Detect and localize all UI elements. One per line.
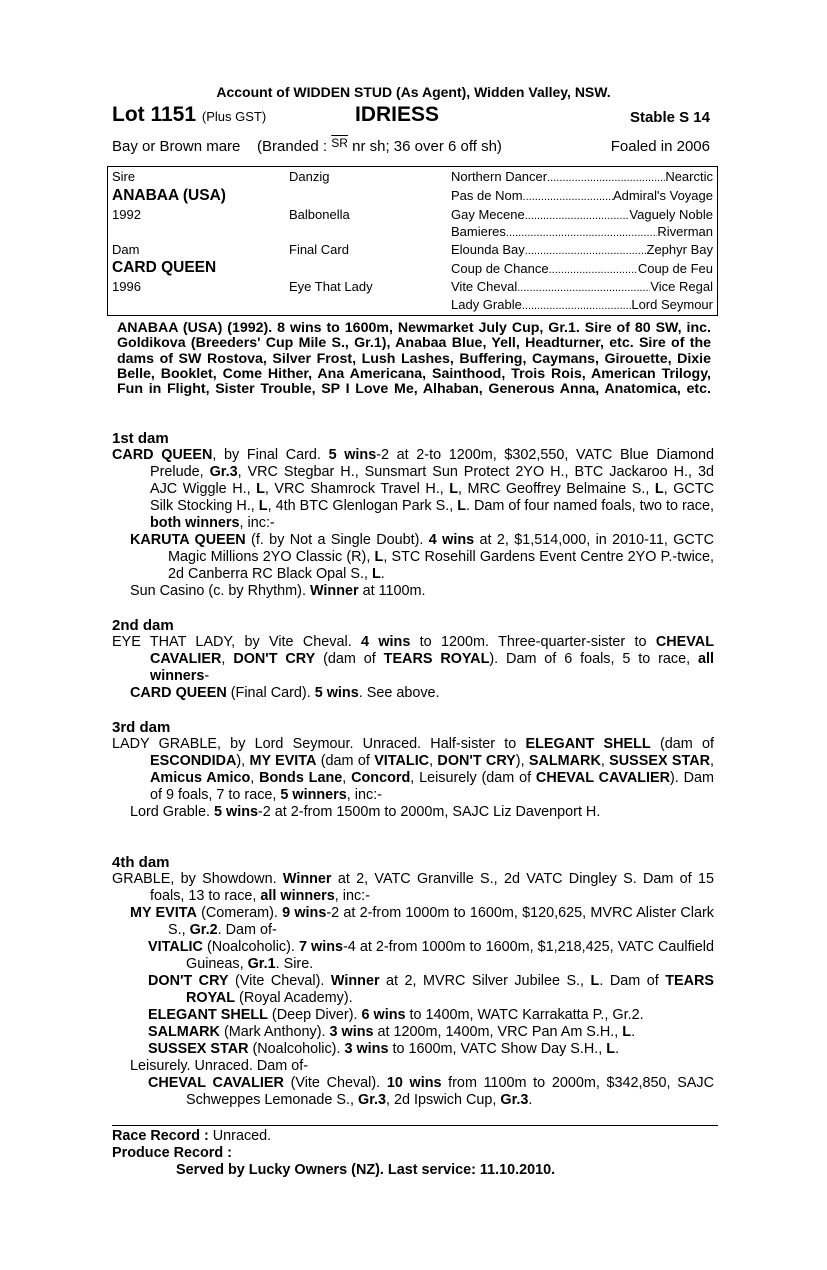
text: (Comeram). — [196, 905, 283, 921]
horse-name-bold: VITALIC — [148, 939, 203, 955]
wins: 4 wins — [361, 634, 411, 650]
horse-name-bold: MY EVITA — [130, 905, 197, 921]
grade: Gr.3 — [209, 464, 238, 480]
text: to 1200m. Three-quarter-sister to — [410, 634, 656, 650]
ancestor-right: Coup de Feu — [637, 261, 713, 276]
horse-name-bold: KARUTA QUEEN — [130, 532, 246, 548]
dam-sire: Final Card — [289, 242, 349, 257]
fourth-dam-section — [112, 854, 714, 1109]
grade: Gr.2 — [189, 922, 218, 938]
text: ). Dam of 6 foals, 5 to race, — [489, 651, 698, 667]
text: , — [600, 753, 610, 769]
horse-name-bold: Bonds Lane — [259, 770, 343, 786]
wins: 3 wins — [329, 1024, 374, 1040]
text: , 2d Ipswich Cup, — [386, 1092, 501, 1108]
progeny-entry — [112, 804, 714, 821]
horse-name-bold: Amicus Amico — [150, 770, 251, 786]
horse-name-bold: TEARS ROYAL — [186, 973, 714, 1006]
horse-name-bold: SALMARK — [528, 753, 601, 769]
horse-name-bold: CARD QUEEN — [130, 685, 227, 701]
ancestor-row — [451, 188, 713, 203]
listed: L — [374, 549, 384, 565]
ancestor-right: Zephyr Bay — [646, 242, 713, 257]
ancestor-left: Lady Grable — [451, 297, 522, 312]
horse-name-bold: CHEVAL CAVALIER — [150, 634, 714, 667]
ancestor-row — [451, 207, 713, 222]
progeny-entry — [112, 1007, 714, 1024]
text: ), — [236, 753, 250, 769]
text: , — [221, 651, 234, 667]
winners: both winners — [150, 515, 240, 531]
sire-dam: Balbonella — [289, 207, 350, 222]
third-dam-section — [112, 719, 714, 821]
wins: Winner — [309, 583, 359, 599]
listed: L — [654, 481, 664, 497]
dam-dam: Eye That Lady — [289, 279, 373, 294]
text: , inc:- — [346, 787, 382, 803]
lot-number — [112, 103, 266, 127]
text: (Noalcoholic). — [202, 939, 299, 955]
horse-name-bold: VITALIC — [374, 753, 430, 769]
sire-notes: ANABAA (USA) (1992). 8 wins to 1600m, Newmarket July Cup, Gr.1. Sire of 80 SW, inc. Goldikova (Breeders' Cup Mile S., Gr.1), Anabaa Blue, Yell, Headturner, etc. Sire of the dams of SW Rostova, Silver Frost, Lush Lashes, Buffering, Caymans, Girouette, Dixie Belle, Booklet, Come Hither, Ana Americana, Sainthood, Trois Rois, American Trilogy, Fun in Flight, Sister Trouble, SP I Love Me, Alhaban, Generous Anna, Anatomica, etc. — [117, 320, 711, 398]
stable: Stable S 14 — [629, 109, 710, 126]
second-dam-section — [112, 617, 714, 702]
text: at 2, VATC Granville S., 2d VATC Dingley S. Dam of 15 foals, 13 to race, — [150, 871, 714, 904]
text: . — [528, 1092, 533, 1108]
plus-gst: (Plus GST) — [201, 109, 267, 124]
text: , GCTC Silk Stocking H., — [150, 481, 715, 514]
text: -4 at 2-from 1000m to 1600m, $1,218,425, VATC Caulfield Guineas, — [186, 939, 714, 972]
ancestor-row — [451, 169, 713, 184]
dam-name: CARD QUEEN — [112, 259, 217, 276]
horse-name-bold: Concord — [351, 770, 411, 786]
first-dam-section — [112, 430, 714, 600]
pedigree-table — [107, 166, 718, 316]
text: at 1200m, 1400m, VRC Pan Am S.H., — [373, 1024, 623, 1040]
section-heading: 2nd dam — [112, 617, 174, 634]
horse-name-bold: CHEVAL CAVALIER — [535, 770, 670, 786]
text: . Dam of — [599, 973, 666, 989]
text: , VRC Stegbar H., Sunsmart Sun Protect 2YO H., BTC Jackaroo H., 3d AJC Wiggle H., — [150, 464, 714, 497]
ancestor-right: Lord Seymour — [631, 297, 713, 312]
text: Lord Grable. — [130, 804, 214, 820]
text: from 1100m to 2000m, $342,850, SAJC Schweppes Lemonade S., — [186, 1075, 714, 1108]
text: , — [250, 770, 260, 786]
text: . — [631, 1024, 636, 1040]
lot-text: Lot 1151 — [112, 103, 197, 126]
text: , STC Rosehill Gardens Event Centre 2YO P.-twice, 2d Canberra RC Black Opal S., — [168, 549, 714, 582]
text: to 1600m, VATC Show Day S.H., — [388, 1041, 607, 1057]
sire-year: 1992 — [112, 207, 141, 222]
text: GRABLE, by Showdown. — [112, 871, 283, 887]
text: LADY GRABLE, by Lord Seymour. Unraced. Half-sister to — [112, 736, 526, 752]
listed: L — [256, 481, 265, 497]
dam-entry — [112, 736, 714, 804]
ancestor-left: Northern Dancer — [451, 169, 548, 184]
text: (Deep Diver). — [267, 1007, 362, 1023]
text: at 2, $1,514,000, in 2010-11, GCTC Magic Millions 2YO Classic (R), — [168, 532, 714, 565]
text: at 1100m. — [358, 583, 426, 599]
text: ), — [515, 753, 529, 769]
text: -2 at 2-to 1200m, $302,550, VATC Blue Diamond Prelude, — [150, 447, 714, 480]
progeny-entry — [112, 583, 714, 600]
ancestor-right: Vaguely Noble — [629, 207, 713, 222]
text: . Sire. — [275, 956, 314, 972]
foaled: Foaled in 2006 — [610, 138, 710, 155]
horse-name-bold: TEARS ROYAL — [383, 651, 490, 667]
text: . — [380, 566, 385, 582]
text: (Vite Cheval). — [228, 973, 331, 989]
account-line: Account of WIDDEN STUD (As Agent), Widden Valley, NSW. — [216, 84, 611, 100]
text: . See above. — [358, 685, 440, 701]
wins: 6 wins — [361, 1007, 406, 1023]
dam-entry — [112, 447, 714, 532]
race-record-value: Unraced. — [212, 1128, 272, 1144]
description-prefix: Bay or Brown mare (Branded : — [112, 138, 332, 155]
text: . — [615, 1041, 620, 1057]
grade: Gr.3 — [358, 1092, 387, 1108]
horse-name-bold: DON'T CRY — [437, 753, 516, 769]
horse-name-bold: MY EVITA — [249, 753, 317, 769]
wins: 10 wins — [386, 1075, 442, 1091]
text: - — [204, 668, 210, 684]
grade: Gr.1 — [247, 956, 276, 972]
text: (dam of — [316, 753, 375, 769]
horse-name-bold: ELEGANT SHELL — [525, 736, 651, 752]
progeny-entry — [112, 973, 714, 1007]
wins: 5 wins — [314, 685, 359, 701]
sire-sire: Danzig — [289, 169, 330, 184]
race-record-label: Race Record : — [112, 1128, 213, 1144]
text: (dam of — [650, 736, 714, 752]
text: , inc:- — [334, 888, 370, 904]
wins: 3 wins — [344, 1041, 389, 1057]
ancestor-row — [451, 279, 713, 294]
wins: 4 wins — [428, 532, 475, 548]
section-heading: 4th dam — [112, 854, 170, 871]
listed: L — [457, 498, 466, 514]
brand-mark: $\overline{SR}$ — [331, 136, 348, 150]
progeny-entry — [112, 939, 714, 973]
footer-divider — [112, 1125, 718, 1126]
horse-name-bold: ELEGANT SHELL — [148, 1007, 268, 1023]
dam-label: Dam — [112, 242, 140, 257]
progeny-entry — [112, 685, 714, 702]
wins: Winner — [282, 871, 332, 887]
text: (Noalcoholic). — [248, 1041, 345, 1057]
progeny-entry — [112, 1024, 714, 1041]
wins: 9 wins — [282, 905, 327, 921]
produce-record: Produce Record : — [112, 1145, 232, 1161]
progeny-entry — [112, 532, 714, 583]
ancestor-left: Coup de Chance — [451, 261, 549, 276]
description-line — [112, 138, 502, 155]
winners: all winners — [150, 651, 714, 684]
grade: Gr.3 — [500, 1092, 529, 1108]
description-suffix: nr sh; 36 over 6 off sh) — [347, 138, 502, 155]
wins: Winner — [330, 973, 380, 989]
ancestor-left: Gay Mecene — [451, 207, 525, 222]
text: ). Dam of 9 foals, 7 to race, — [150, 770, 714, 803]
sire-name: ANABAA (USA) — [112, 187, 226, 204]
text: , VRC Shamrock Travel H., — [264, 481, 450, 497]
text: -2 at 2-from 1500m to 2000m, SAJC Liz Davenport H. — [258, 804, 601, 820]
listed: L — [371, 566, 381, 582]
wins: 7 wins — [298, 939, 343, 955]
ancestor-left: Pas de Nom — [451, 188, 523, 203]
ancestor-left: Elounda Bay — [451, 242, 525, 257]
winners: all winners — [260, 888, 335, 904]
race-record — [112, 1128, 271, 1144]
text: (Vite Cheval). — [283, 1075, 387, 1091]
ancestor-left: Bamieres — [451, 224, 506, 239]
text: , inc:- — [239, 515, 275, 531]
progeny-entry: Leisurely. Unraced. Dam of- — [130, 1058, 309, 1074]
horse-name-bold: DON'T CRY — [233, 651, 316, 667]
ancestor-right: Nearctic — [665, 169, 713, 184]
horse-name-bold: CARD QUEEN — [112, 447, 213, 463]
horse-name-bold: SUSSEX STAR — [148, 1041, 249, 1057]
text: (Final Card). — [226, 685, 315, 701]
text: (dam of — [315, 651, 384, 667]
listed: L — [606, 1041, 616, 1057]
ancestor-left: Vite Cheval — [451, 279, 518, 294]
text: (f. by Not a Single Doubt). — [245, 532, 429, 548]
listed: L — [258, 498, 268, 514]
text: , Leisurely (dam of — [410, 770, 536, 786]
ancestor-row — [451, 242, 713, 257]
text: , — [342, 770, 352, 786]
ancestor-right: Vice Regal — [650, 279, 713, 294]
service-info: Served by Lucky Owners (NZ). Last service: 11.10.2010. — [176, 1162, 556, 1178]
text: Sun Casino (c. by Rhythm). — [130, 583, 310, 599]
section-heading: 3rd dam — [112, 719, 171, 736]
horse-name-bold: SALMARK — [148, 1024, 220, 1040]
horse-name-bold: SUSSEX STAR — [609, 753, 710, 769]
ancestor-row — [451, 297, 713, 312]
progeny-entry — [112, 1075, 714, 1109]
horse-name: IDRIESS — [355, 103, 440, 126]
ancestor-right: Riverman — [657, 224, 713, 239]
section-heading: 1st dam — [112, 430, 169, 447]
text: . Dam of- — [217, 922, 277, 938]
horse-name-bold: DON'T CRY — [148, 973, 229, 989]
text: , 4th BTC Glenlogan Park S., — [267, 498, 458, 514]
ancestor-row — [451, 261, 713, 276]
listed: L — [622, 1024, 632, 1040]
winners: 5 winners — [280, 787, 347, 803]
text: EYE THAT LADY, by Vite Cheval. — [112, 634, 362, 650]
ancestor-right: Admiral's Voyage — [612, 188, 713, 203]
wins: 5 wins — [214, 804, 258, 820]
listed: L — [449, 481, 459, 497]
text: , — [429, 753, 438, 769]
text: , — [709, 753, 714, 769]
ancestor-row — [451, 224, 713, 239]
wins: 5 wins — [328, 447, 377, 463]
text: (Mark Anthony). — [219, 1024, 330, 1040]
text: at 2, MVRC Silver Jubilee S., — [379, 973, 591, 989]
dam-year: 1996 — [112, 279, 141, 294]
horse-name-bold: ESCONDIDA — [150, 753, 237, 769]
progeny-entry — [112, 1041, 714, 1058]
dam-entry — [112, 871, 714, 905]
listed: L — [590, 973, 600, 989]
text: . Dam of four named foals, two to race, — [466, 498, 714, 514]
text: , by Final Card. — [212, 447, 329, 463]
text: to 1400m, WATC Karrakatta P., Gr.2. — [405, 1007, 644, 1023]
text: -2 at 2-from 1000m to 1600m, $120,625, MVRC Alister Clark S., — [168, 905, 714, 938]
progeny-entry — [112, 905, 714, 939]
text: (Royal Academy). — [235, 990, 353, 1006]
sire-label: Sire — [112, 169, 136, 184]
text: , MRC Geoffrey Belmaine S., — [458, 481, 655, 497]
dam-entry — [112, 634, 714, 685]
horse-name-bold: CHEVAL CAVALIER — [148, 1075, 284, 1091]
